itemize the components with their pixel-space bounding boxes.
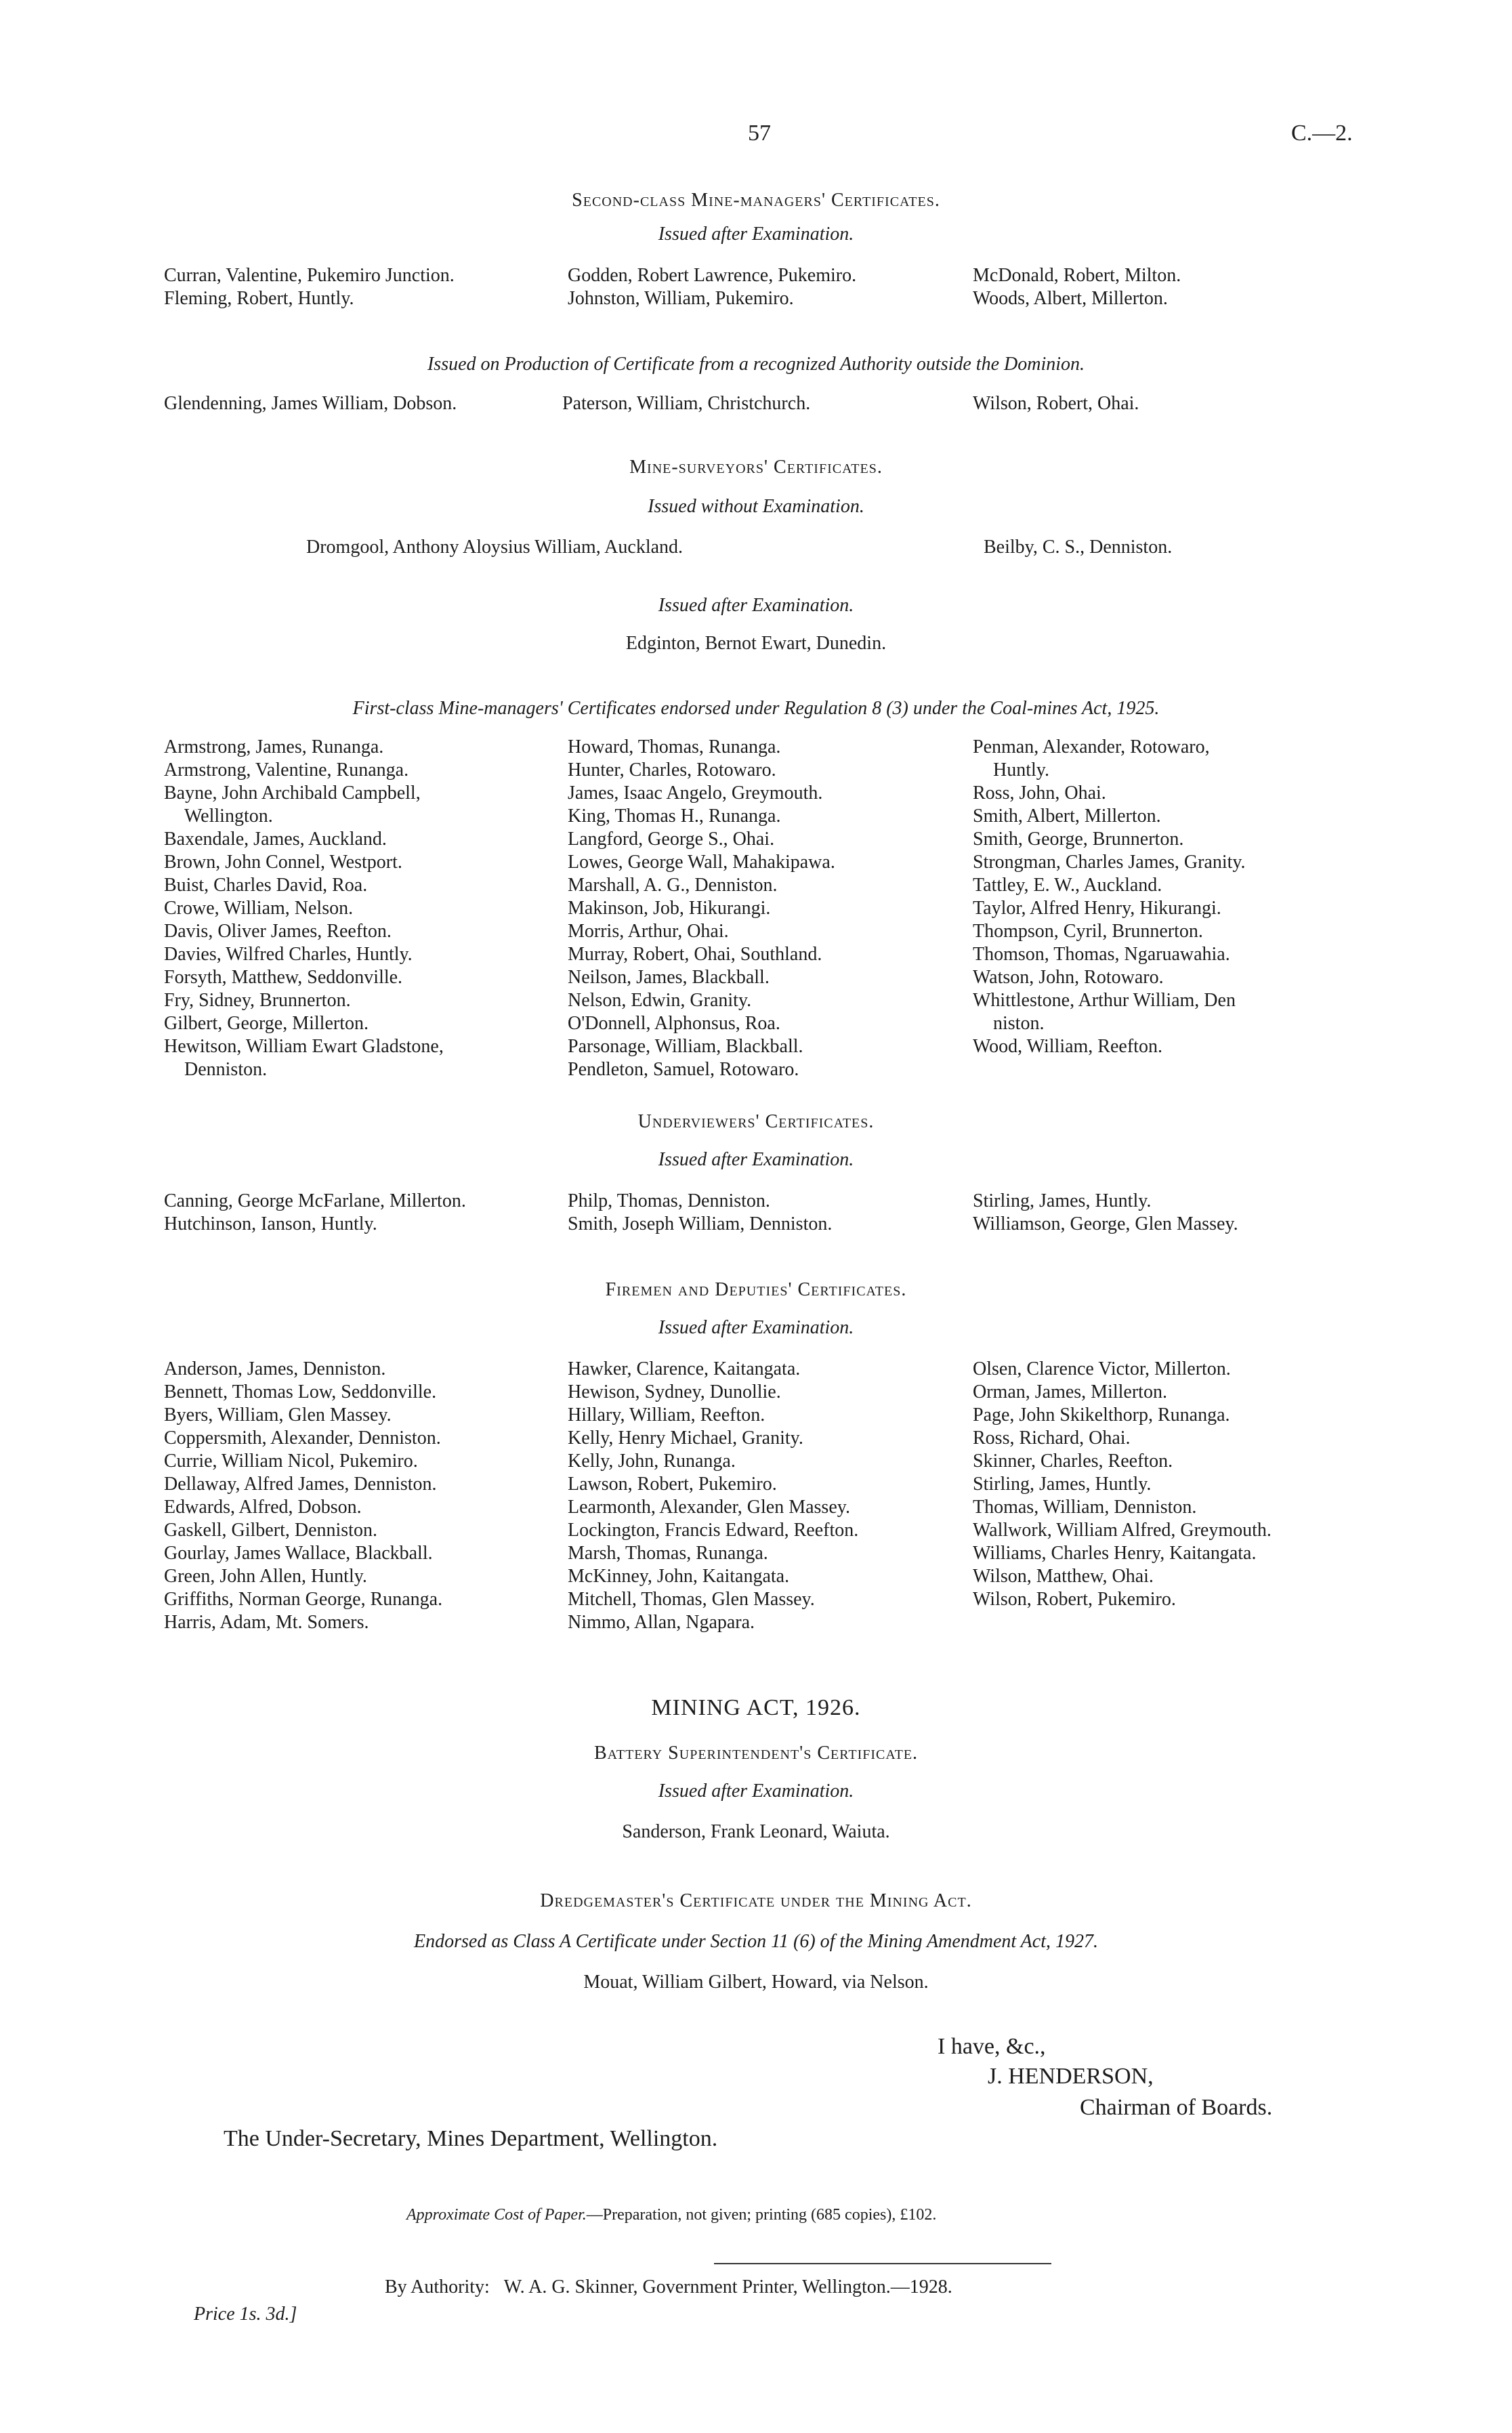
- first-class-col-3: [973, 736, 1246, 1058]
- list-item: Glendenning, James William, Dobson.: [164, 393, 457, 414]
- underviewers-col-3: [973, 1190, 1238, 1236]
- list-item: Williams, Charles Henry, Kaitangata.: [973, 1543, 1257, 1564]
- list-item: King, Thomas H., Runanga.: [568, 806, 781, 827]
- mining-act-title: MINING ACT, 1926.: [651, 1695, 861, 1720]
- list-item: Lawson, Robert, Pukemiro.: [568, 1474, 777, 1495]
- list-item: Curran, Valentine, Pukemiro Junction.: [164, 265, 455, 286]
- list-item: Mouat, William Gilbert, Howard, via Nelson.: [583, 1972, 929, 1993]
- list-item: Wood, William, Reefton.: [973, 1036, 1162, 1057]
- list-item: Fleming, Robert, Huntly.: [164, 288, 354, 309]
- underviewers-heading: Underviewers' Certificates.: [637, 1111, 875, 1132]
- list-item: Dellaway, Alfred James, Denniston.: [164, 1474, 437, 1495]
- firemen-col-1: [164, 1358, 442, 1634]
- list-item: Smith, Albert, Millerton.: [973, 806, 1161, 827]
- list-item: Canning, George McFarlane, Millerton.: [164, 1190, 466, 1211]
- list-item: Bayne, John Archibald Campbell,: [164, 783, 421, 804]
- list-item: Stirling, James, Huntly.: [973, 1190, 1152, 1211]
- authority-text: W. A. G. Skinner, Government Printer, Wellington.—1928.: [503, 2276, 952, 2297]
- list-item: Pendleton, Samuel, Rotowaro.: [568, 1059, 799, 1080]
- second-class-after-col-2: [568, 264, 856, 310]
- list-item: Hewitson, William Ewart Gladstone,: [164, 1036, 444, 1057]
- list-item: Baxendale, James, Auckland.: [164, 829, 387, 850]
- dredge-sub: Endorsed as Class A Certificate under Section 11 (6) of the Mining Amendment Act, 1927.: [414, 1931, 1098, 1952]
- underviewers-col-1: [164, 1190, 466, 1236]
- list-item: Kelly, John, Runanga.: [568, 1451, 736, 1472]
- list-item: Taylor, Alfred Henry, Hikurangi.: [973, 898, 1221, 919]
- list-item: Armstrong, Valentine, Runanga.: [164, 760, 409, 781]
- cost-text: —Preparation, not given; printing (685 copies), £102.: [586, 2206, 937, 2224]
- firemen-sub: Issued after Examination.: [658, 1317, 854, 1338]
- second-class-after-col-3: [973, 264, 1181, 310]
- signoff-title: Chairman of Boards.: [1080, 2095, 1273, 2120]
- list-item: Lockington, Francis Edward, Reefton.: [568, 1520, 859, 1541]
- list-item: Ross, Richard, Ohai.: [973, 1428, 1131, 1449]
- list-item: Philp, Thomas, Denniston.: [568, 1190, 770, 1211]
- list-item: Thomas, William, Denniston.: [973, 1497, 1197, 1518]
- first-class-col-1: [164, 736, 444, 1081]
- addressee: The Under-Secretary, Mines Department, Wellington.: [224, 2126, 718, 2151]
- list-item: Whittlestone, Arthur William, Den: [973, 990, 1236, 1011]
- surveyors-sub-without: Issued without Examination.: [648, 496, 864, 517]
- page-number: 57: [748, 121, 771, 146]
- list-item: Wilson, Matthew, Ohai.: [973, 1566, 1154, 1587]
- underviewers-sub: Issued after Examination.: [658, 1149, 854, 1170]
- battery-sub: Issued after Examination.: [658, 1781, 854, 1802]
- list-item: James, Isaac Angelo, Greymouth.: [568, 783, 823, 804]
- list-item: Olsen, Clarence Victor, Millerton.: [973, 1358, 1231, 1379]
- list-item: Woods, Albert, Millerton.: [973, 288, 1168, 309]
- list-item: Forsyth, Matthew, Seddonville.: [164, 967, 403, 988]
- firemen-col-2: [568, 1358, 858, 1634]
- list-item: Hillary, William, Reefton.: [568, 1405, 765, 1426]
- list-item: Kelly, Henry Michael, Granity.: [568, 1428, 803, 1449]
- list-item: Watson, John, Rotowaro.: [973, 967, 1164, 988]
- list-item: Skinner, Charles, Reefton.: [973, 1451, 1173, 1472]
- footer-rule: [714, 2263, 1051, 2264]
- list-item: Griffiths, Norman George, Runanga.: [164, 1589, 443, 1610]
- authority-label: By Authority:: [385, 2276, 490, 2297]
- list-item: Wallwork, William Alfred, Greymouth.: [973, 1520, 1272, 1541]
- list-item: Lowes, George Wall, Mahakipawa.: [568, 852, 835, 873]
- list-item: Williamson, George, Glen Massey.: [973, 1213, 1238, 1234]
- list-item: Coppersmith, Alexander, Denniston.: [164, 1428, 441, 1449]
- list-item: Anderson, James, Denniston.: [164, 1358, 386, 1379]
- list-item: Denniston.: [184, 1059, 268, 1080]
- list-item: Penman, Alexander, Rotowaro,: [973, 736, 1210, 757]
- list-item: Tattley, E. W., Auckland.: [973, 875, 1162, 896]
- list-item: Fry, Sidney, Brunnerton.: [164, 990, 351, 1011]
- list-item: Buist, Charles David, Roa.: [164, 875, 368, 896]
- list-item: Godden, Robert Lawrence, Pukemiro.: [568, 265, 857, 286]
- list-item: Davies, Wilfred Charles, Huntly.: [164, 944, 413, 965]
- first-class-heading: First-class Mine-managers' Certificates endorsed under Regulation 8 (3) under the Coal-mines Act, 1925.: [352, 698, 1160, 719]
- list-item: Strongman, Charles James, Granity.: [973, 852, 1246, 873]
- list-item: Thompson, Cyril, Brunnerton.: [973, 921, 1203, 942]
- list-item: Green, John Allen, Huntly.: [164, 1566, 367, 1587]
- list-item: Wellington.: [184, 806, 273, 827]
- list-item: Ross, John, Ohai.: [973, 783, 1106, 804]
- list-item: Thomson, Thomas, Ngaruawahia.: [973, 944, 1230, 965]
- list-item: Gaskell, Gilbert, Denniston.: [164, 1520, 377, 1541]
- list-item: Howard, Thomas, Runanga.: [568, 736, 781, 757]
- second-class-after-col-1: [164, 264, 455, 310]
- list-item: Hawker, Clarence, Kaitangata.: [568, 1358, 801, 1379]
- list-item: Beilby, C. S., Denniston.: [984, 537, 1173, 558]
- list-item: Mitchell, Thomas, Glen Massey.: [568, 1589, 815, 1610]
- list-item: Johnston, William, Pukemiro.: [568, 288, 794, 309]
- list-item: niston.: [993, 1013, 1045, 1034]
- cost-note: [406, 2206, 936, 2224]
- firemen-col-3: [973, 1358, 1272, 1611]
- list-item: Edwards, Alfred, Dobson.: [164, 1497, 362, 1518]
- first-class-col-2: [568, 736, 835, 1081]
- list-item: Currie, William Nicol, Pukemiro.: [164, 1451, 418, 1472]
- list-item: Bennett, Thomas Low, Seddonville.: [164, 1381, 437, 1402]
- list-item: McKinney, John, Kaitangata.: [568, 1566, 790, 1587]
- list-item: Byers, William, Glen Massey.: [164, 1405, 392, 1426]
- cost-label: Approximate Cost of Paper.: [406, 2206, 587, 2224]
- list-item: Smith, George, Brunnerton.: [973, 829, 1184, 850]
- list-item: Edginton, Bernot Ewart, Dunedin.: [625, 633, 887, 654]
- surveyors-sub-after: Issued after Examination.: [658, 595, 854, 616]
- list-item: Smith, Joseph William, Denniston.: [568, 1213, 833, 1234]
- list-item: Gourlay, James Wallace, Blackball.: [164, 1543, 433, 1564]
- list-item: Neilson, James, Blackball.: [568, 967, 770, 988]
- list-item: Nelson, Edwin, Granity.: [568, 990, 752, 1011]
- list-item: Page, John Skikelthorp, Runanga.: [973, 1405, 1230, 1426]
- list-item: Wilson, Robert, Ohai.: [973, 393, 1139, 414]
- list-item: Davis, Oliver James, Reefton.: [164, 921, 392, 942]
- list-item: Langford, George S., Ohai.: [568, 829, 775, 850]
- list-item: Morris, Arthur, Ohai.: [568, 921, 729, 942]
- surveyors-heading: Mine-surveyors' Certificates.: [629, 457, 883, 478]
- list-item: Sanderson, Frank Leonard, Waiuta.: [622, 1821, 890, 1842]
- underviewers-col-2: [568, 1190, 832, 1236]
- signoff-name: J. HENDERSON,: [988, 2064, 1154, 2089]
- list-item: Gilbert, George, Millerton.: [164, 1013, 369, 1034]
- list-item: Crowe, William, Nelson.: [164, 898, 354, 919]
- list-item: Hewison, Sydney, Dunollie.: [568, 1381, 781, 1402]
- authority-line: [385, 2276, 952, 2298]
- list-item: Dromgool, Anthony Aloysius William, Auckland.: [306, 537, 684, 558]
- list-item: O'Donnell, Alphonsus, Roa.: [568, 1013, 780, 1034]
- document-code: C.—2.: [1291, 121, 1353, 146]
- list-item: Marsh, Thomas, Runanga.: [568, 1543, 768, 1564]
- list-item: Huntly.: [993, 760, 1049, 781]
- list-item: Paterson, William, Christchurch.: [562, 393, 811, 414]
- list-item: Harris, Adam, Mt. Somers.: [164, 1612, 369, 1633]
- list-item: Nimmo, Allan, Ngapara.: [568, 1612, 755, 1633]
- list-item: Makinson, Job, Hikurangi.: [568, 898, 771, 919]
- list-item: Armstrong, James, Runanga.: [164, 736, 384, 757]
- list-item: Murray, Robert, Ohai, Southland.: [568, 944, 822, 965]
- battery-heading: Battery Superintendent's Certificate.: [593, 1743, 919, 1764]
- dredge-heading: Dredgemaster's Certificate under the Mining Act.: [540, 1890, 972, 1911]
- list-item: Orman, James, Millerton.: [973, 1381, 1167, 1402]
- list-item: Marshall, A. G., Denniston.: [568, 875, 778, 896]
- second-class-sub-production: Issued on Production of Certificate from a recognized Authority outside the Dominion.: [427, 354, 1085, 375]
- second-class-sub-after: Issued after Examination.: [658, 224, 854, 245]
- second-class-heading: Second-class Mine-managers' Certificates.: [572, 190, 940, 211]
- list-item: Wilson, Robert, Pukemiro.: [973, 1589, 1176, 1610]
- list-item: McDonald, Robert, Milton.: [973, 265, 1181, 286]
- list-item: Hutchinson, Ianson, Huntly.: [164, 1213, 377, 1234]
- list-item: Stirling, James, Huntly.: [973, 1474, 1152, 1495]
- list-item: Parsonage, William, Blackball.: [568, 1036, 803, 1057]
- list-item: Learmonth, Alexander, Glen Massey.: [568, 1497, 850, 1518]
- list-item: Hunter, Charles, Rotowaro.: [568, 760, 776, 781]
- signoff-greeting: I have, &c.,: [938, 2034, 1046, 2059]
- firemen-heading: Firemen and Deputies' Certificates.: [605, 1279, 907, 1300]
- price: Price 1s. 3d.]: [194, 2304, 297, 2325]
- list-item: Brown, John Connel, Westport.: [164, 852, 402, 873]
